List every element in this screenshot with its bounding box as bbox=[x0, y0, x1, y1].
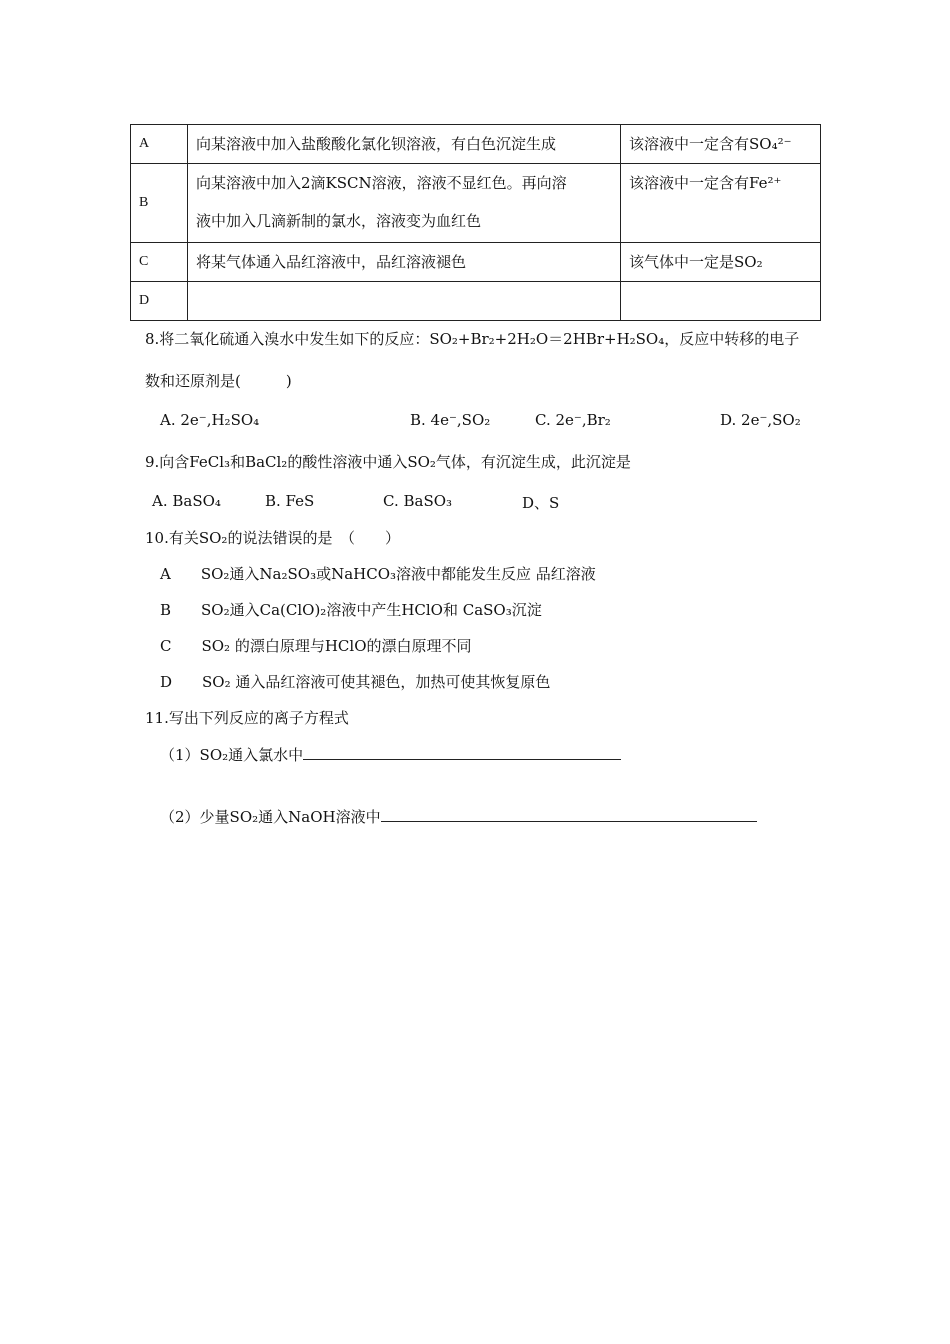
row-key: D bbox=[131, 282, 188, 321]
operation-line: 液中加入几滴新制的氯水，溶液变为血红色 bbox=[196, 212, 482, 230]
question-8-option-c: C. 2e⁻,Br₂ bbox=[535, 411, 611, 429]
question-11-part-2 bbox=[160, 805, 757, 827]
conclusion-cell: 该溶液中一定含有Fe²⁺ bbox=[621, 164, 821, 243]
row-key: C bbox=[131, 243, 188, 282]
operation-cell: 向某溶液中加入盐酸酸化氯化钡溶液，有白色沉淀生成 bbox=[188, 125, 621, 164]
question-10-option-a: A SO₂通入Na₂SO₃或NaHCO₃溶液中都能发生反应 品红溶液 bbox=[160, 565, 596, 583]
operation-line: 向某溶液中加入2滴KSCN溶液，溶液不显红色。再向溶 bbox=[196, 174, 567, 192]
operation-cell bbox=[188, 282, 621, 321]
part-1-label: （1）SO₂通入氯水中 bbox=[160, 746, 304, 764]
question-9-option-c: C. BaSO₃ bbox=[383, 492, 453, 510]
question-9-option-a: A. BaSO₄ bbox=[152, 492, 221, 510]
question-10-option-d: D SO₂ 通入品红溶液可使其褪色，加热可使其恢复原色 bbox=[160, 673, 551, 691]
answer-blank-2[interactable] bbox=[381, 805, 757, 822]
question-8-option-d: D. 2e⁻,SO₂ bbox=[720, 411, 801, 429]
question-10-option-c: C SO₂ 的漂白原理与HClO的漂白原理不同 bbox=[160, 637, 472, 655]
row-key: A bbox=[131, 125, 188, 164]
question-11-stem: 11.写出下列反应的离子方程式 bbox=[145, 709, 349, 727]
conclusion-cell: 该气体中一定是SO₂ bbox=[621, 243, 821, 282]
row-key: B bbox=[131, 164, 188, 243]
question-8-option-b: B. 4e⁻,SO₂ bbox=[410, 411, 491, 429]
answer-blank-1[interactable] bbox=[303, 743, 621, 760]
conclusion-cell bbox=[621, 282, 821, 321]
part-2-label: （2）少量SO₂通入NaOH溶液中 bbox=[160, 808, 381, 826]
question-9-option-d: D、S bbox=[522, 494, 560, 512]
question-8-stem-line2: 数和还原剂是( ) bbox=[145, 372, 292, 390]
question-10-stem: 10.有关SO₂的说法错误的是 （ ） bbox=[145, 529, 400, 547]
options-table bbox=[130, 124, 821, 321]
conclusion-cell: 该溶液中一定含有SO₄²⁻ bbox=[621, 125, 821, 164]
question-10-option-b: B SO₂通入Ca(ClO)₂溶液中产生HClO和 CaSO₃沉淀 bbox=[160, 601, 542, 619]
question-8-stem-line1: 8.将二氧化硫通入溴水中发生如下的反应：SO₂+Br₂+2H₂O＝2HBr+H₂SO₄，反应中转移的电子 bbox=[145, 330, 800, 348]
question-9-option-b: B. FeS bbox=[265, 492, 315, 510]
table-row bbox=[131, 125, 821, 164]
question-8-option-a: A. 2e⁻,H₂SO₄ bbox=[160, 411, 260, 429]
operation-cell: 将某气体通入品红溶液中，品红溶液褪色 bbox=[188, 243, 621, 282]
table-row bbox=[131, 243, 821, 282]
question-9-stem: 9.向含FeCl₃和BaCl₂的酸性溶液中通入SO₂气体，有沉淀生成，此沉淀是 bbox=[145, 453, 631, 471]
operation-cell bbox=[188, 164, 621, 243]
table-row bbox=[131, 282, 821, 321]
table-row bbox=[131, 164, 821, 243]
question-11-part-1 bbox=[160, 743, 621, 765]
